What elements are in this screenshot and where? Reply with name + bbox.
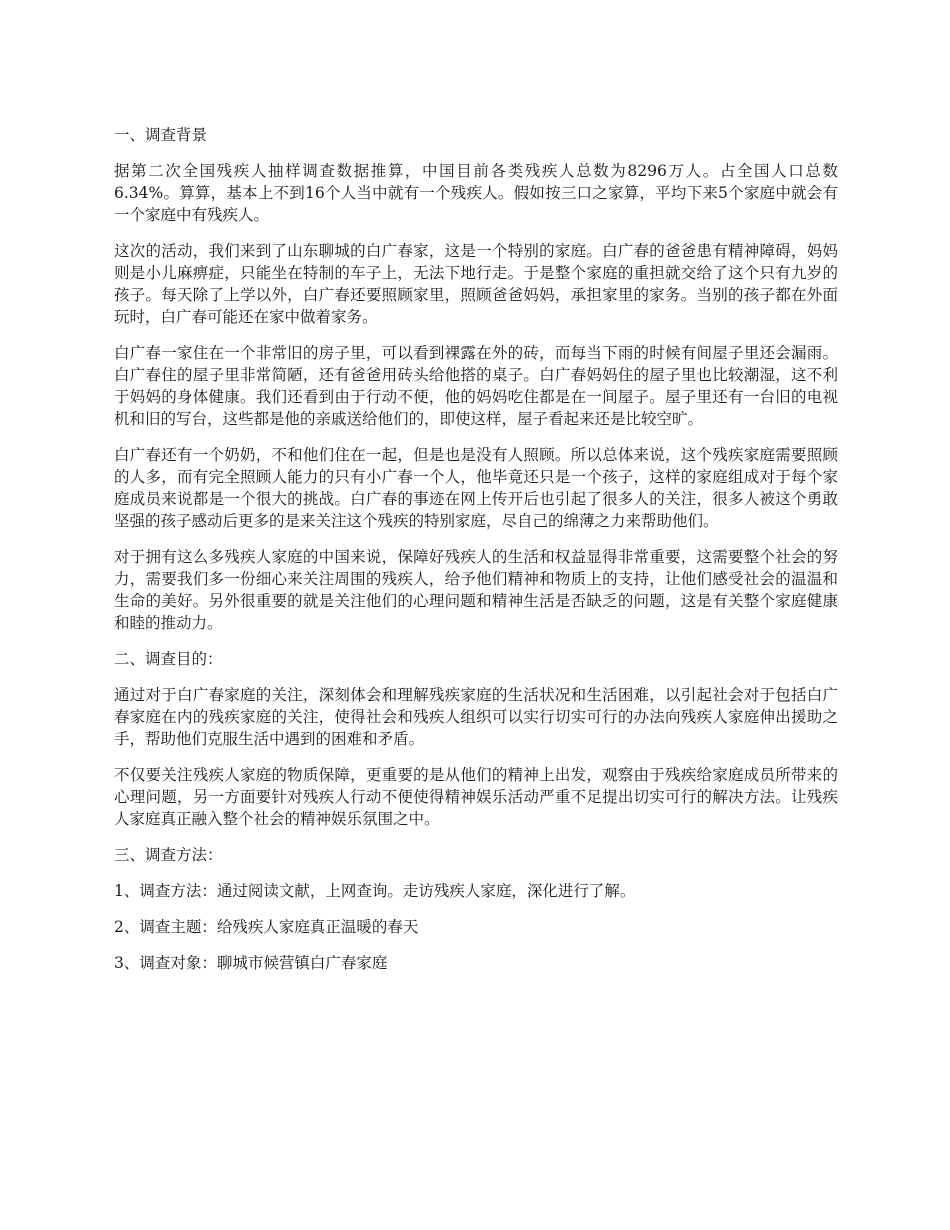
- paragraph-house: 白广春一家住在一个非常旧的房子里，可以看到裸露在外的砖，而每当下雨的时候有间屋子里还会漏雨。白广春住的屋子里非常简陋，还有爸爸用砖头给他搭的桌子。白广春妈妈住的屋子里也比较潮湿，这不利于妈妈的身体健康。我们还看到由于行动不便，他的妈妈吃住都是在一间屋子。屋子里还有一台旧的电视机和旧的写台，这些都是他的亲戚送给他们的，即使这样，屋子看起来还是比较空旷。: [114, 344, 838, 428]
- section-heading-purpose: 二、调查目的：: [114, 650, 223, 668]
- paragraph-purpose-2: 不仅要关注残疾人家庭的物质保障，更重要的是从他们的精神上出发，观察由于残疾给家庭成员所带来的心理问题，另一方面要针对残疾人行动不便使得精神娱乐活动严重不足提出切实可行的解决方法。让残疾人家庭真正融入整个社会的精神娱乐氛围之中。: [114, 766, 838, 828]
- paragraph-purpose-1: 通过对于白广春家庭的关注，深刻体会和理解残疾家庭的生活状况和生活困难，以引起社会对于包括白广春家庭在内的残疾家庭的关注，使得社会和残疾人组织可以实行切实可行的办法向残疾人家庭伸出援助之手，帮助他们克服生活中遇到的困难和矛盾。: [114, 686, 838, 748]
- list-item-theme: 2、调查主题：给残疾人家庭真正温暖的春天: [114, 918, 419, 936]
- document-body: [114, 124, 838, 988]
- paragraph-visit: 这次的活动，我们来到了山东聊城的白广春家，这是一个特别的家庭。白广春的爸爸患有精神障碍，妈妈则是小儿麻痹症，只能坐在特制的车子上，无法下地行走。于是整个家庭的重担就交给了这个只有九岁的孩子。每天除了上学以外，白广春还要照顾家里，照顾爸爸妈妈，承担家里的家务。当别的孩子都在外面玩时，白广春可能还在家中做着家务。: [114, 242, 838, 326]
- list-item-subject: 3、调查对象：聊城市候营镇白广春家庭: [114, 954, 388, 972]
- paragraph-grandmother: 白广春还有一个奶奶，不和他们住在一起，但是也是没有人照顾。所以总体来说，这个残疾家庭需要照顾的人多，而有完全照顾人能力的只有小广春一个人，他毕竟还只是一个孩子，这样的家庭组成对于每个家庭成员来说都是一个很大的挑战。白广春的事迹在网上传开后也引起了很多人的关注，很多人被这个勇敢坚强的孩子感动后更多的是来关注这个残疾的特别家庭，尽自己的绵薄之力来帮助他们。: [114, 446, 838, 530]
- paragraph-society: 对于拥有这么多残疾人家庭的中国来说，保障好残疾人的生活和权益显得非常重要，这需要整个社会的努力，需要我们多一份细心来关注周围的残疾人，给予他们精神和物质上的支持，让他们感受社会的温温和生命的美好。另外很重要的就是关注他们的心理问题和精神生活是否缺乏的问题，这是有关整个家庭健康和睦的推动力。: [114, 548, 838, 632]
- section-heading-background: 一、调查背景: [114, 126, 208, 144]
- list-item-method: 1、调查方法：通过阅读文献，上网查询。走访残疾人家庭，深化进行了解。: [114, 882, 636, 900]
- paragraph-statistics: 据第二次全国残疾人抽样调查数据推算，中国目前各类残疾人总数为8296万人。占全国人口总数6.34%。算算，基本上不到16个人当中就有一个残疾人。假如按三口之家算，平均下来5个家庭中就会有一个家庭中有残疾人。: [114, 162, 838, 224]
- section-heading-method: 三、调查方法：: [114, 846, 223, 864]
